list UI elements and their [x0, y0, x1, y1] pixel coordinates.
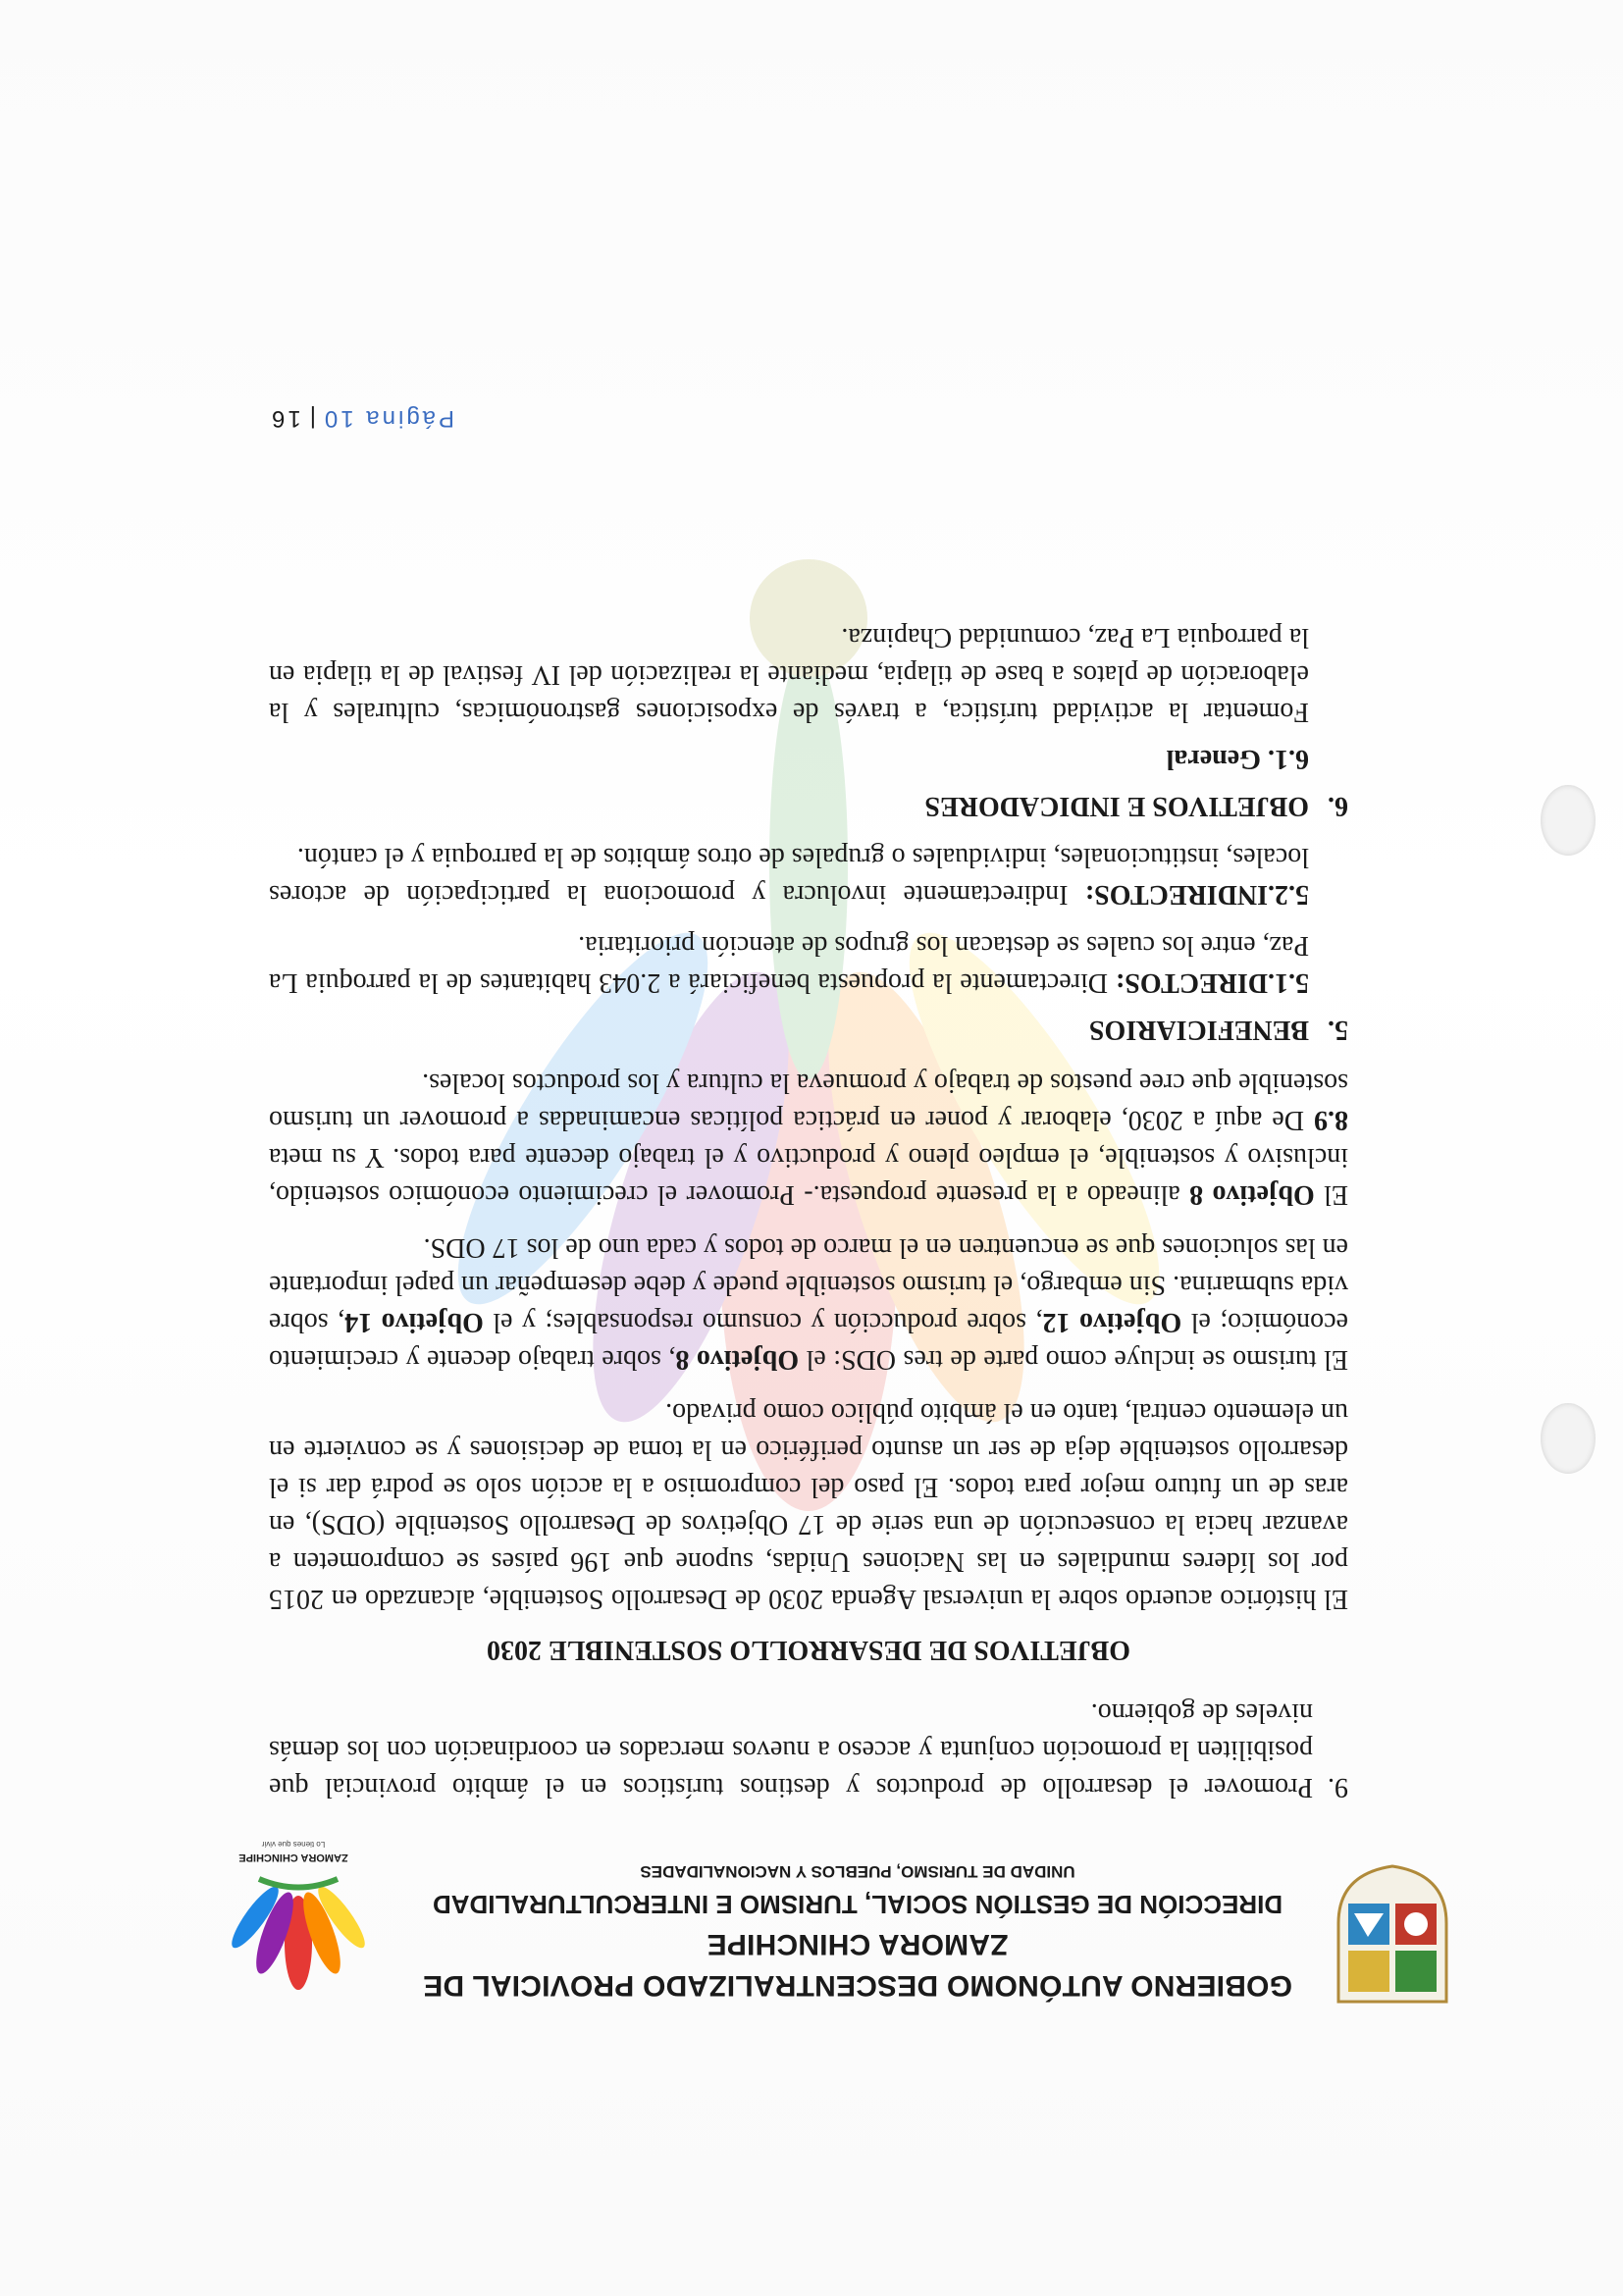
provincial-shield-icon [1329, 1864, 1456, 2011]
bold-run: 8.9 [1314, 1105, 1348, 1135]
ods-paragraph-1: El histórico acuerdo sobre la universal Agenda 2030 de Desarrollo Sostenible, alcanzado en 2015 por los líderes mundiales en las Naciones Unidas, supone que 196 países se comprometen a avanzar hacia la consecución de una serie de 17 Objetivos de Desarrollo Sostenible (ODS), en aras de un futuro mejor para todos. El paso del compromiso a la acción solo se podrá dar si el desarrollo sostenible deja de ser un asunto periférico en la toma de decisiones y se convierte en un elemento central, tanto en el ámbito público como privado. [269, 1397, 1348, 1614]
ods-paragraph-2 [269, 1228, 1348, 1378]
page-separator: | [306, 405, 316, 432]
document-body [238, 604, 1348, 2011]
objetivo-general-heading: 6.1. General [1166, 744, 1309, 774]
text-run: El turismo se incluye como parte de tres ODS: el [799, 1344, 1348, 1375]
text-run: alineado a la presente propuesta.- Promover el crecimiento económico sostenido, inclusivo y sostenible, el empleo pleno y productivo y el trabajo decente para todos. Y su meta [269, 1142, 1348, 1210]
text-run: , sobre producción y consumo responsables; y el [483, 1307, 1043, 1337]
bold-run: Objetivo 8 [1189, 1179, 1315, 1210]
bold-run: Objetivo 14 [344, 1307, 484, 1337]
objetivos-heading [269, 787, 1348, 824]
institution-name: GOBIERNO AUTÓNOMO DESCENTRALIZADO PROVICIAL DE ZAMORA CHINCHIPE [423, 1928, 1292, 2002]
subsection-text: Directamente la propuesta beneficiará a 2.043 habitantes de la parroquia La Paz, entre los cuales se destacan los grupos de atención prioritaria. [269, 930, 1309, 998]
beneficiarios-heading [269, 1011, 1348, 1048]
page-total: 16 [269, 405, 301, 432]
section-title: OBJETIVOS E INDICADORES [924, 791, 1309, 821]
list-item-number: 9. [1328, 1772, 1348, 1802]
subsection-label: 5.2.INDIRECTOS: [1084, 879, 1309, 910]
text-run: , sobre trabajo decente y crecimiento económico; el [269, 1307, 1348, 1375]
brand-tagline: Lo tienes que vivir [261, 1840, 326, 1849]
text-run: , sobre vida submarina. Sin embargo, el turismo sostenible puede y debe desempeñar un papel importante en las soluciones que se encuentren en el marco de todos y cada uno de los 17 ODS. [269, 1232, 1348, 1337]
beneficiarios-list [269, 838, 1309, 1001]
ods-paragraph-3 [269, 1064, 1348, 1213]
letterhead [190, 1805, 1407, 2011]
text-run: De aquí a 2030, elaborar y poner en práctica políticas encaminadas a promover un turismo sostenible que cree puestos de trabajo y promueva la cultura y los productos locales. [269, 1068, 1348, 1135]
section-number: 5. [1328, 1015, 1348, 1045]
subsection-text: Indirectamente involucra y promociona la participación de actores locales, institucionales, individuales o grupales de otros ámbitos de la parroquia y el cantón. [269, 842, 1309, 910]
brand-name: ZAMORA CHINCHIPE [238, 1852, 348, 1863]
bold-run: Objetivo 8 [675, 1344, 800, 1375]
objetivo-general-text: Fomentar la actividad turística, a través de exposiciones gastronómicas, culturales y la elaboración de platos a base de tilapia, mediante la realización del IV festival de la tilapia en la parroquia La Paz, comunidad Chapinza. [269, 622, 1309, 727]
unit-name: UNIDAD DE TURISMO, PUEBLOS Y NACIONALIDADES [640, 1862, 1075, 1881]
section-number: 6. [1328, 791, 1348, 821]
ods-section-title: OBJETIVOS DE DESARROLLO SOSTENIBLE 2030 [486, 1635, 1131, 1665]
beneficiarios-indirectos [269, 838, 1309, 913]
subsection-label: 5.1.DIRECTOS: [1115, 967, 1309, 998]
objetivos-list [269, 618, 1309, 777]
page-footer [269, 404, 1348, 432]
department-name: DIRECCIÓN DE GESTIÓN SOCIAL, TURISMO E INTERCULTURALIDAD [432, 1890, 1283, 1919]
beneficiarios-directos [269, 926, 1309, 1001]
list-item-9 [269, 1678, 1348, 1805]
section-title: BENEFICIARIOS [1088, 1015, 1309, 1045]
text-run: El [1314, 1179, 1348, 1210]
page-label: Página [363, 405, 455, 432]
list-item-text: Promover el desarrollo de productos y destinos turísticos en el ámbito provincial que posibiliten la promoción conjunta y acceso a nuevos mercados en coordinación con los demás niveles de gobierno. [269, 1697, 1313, 1802]
page-number: 10 [321, 405, 354, 432]
letterhead-titles [416, 1856, 1299, 2006]
bold-run: Objetivo 12 [1042, 1307, 1182, 1337]
